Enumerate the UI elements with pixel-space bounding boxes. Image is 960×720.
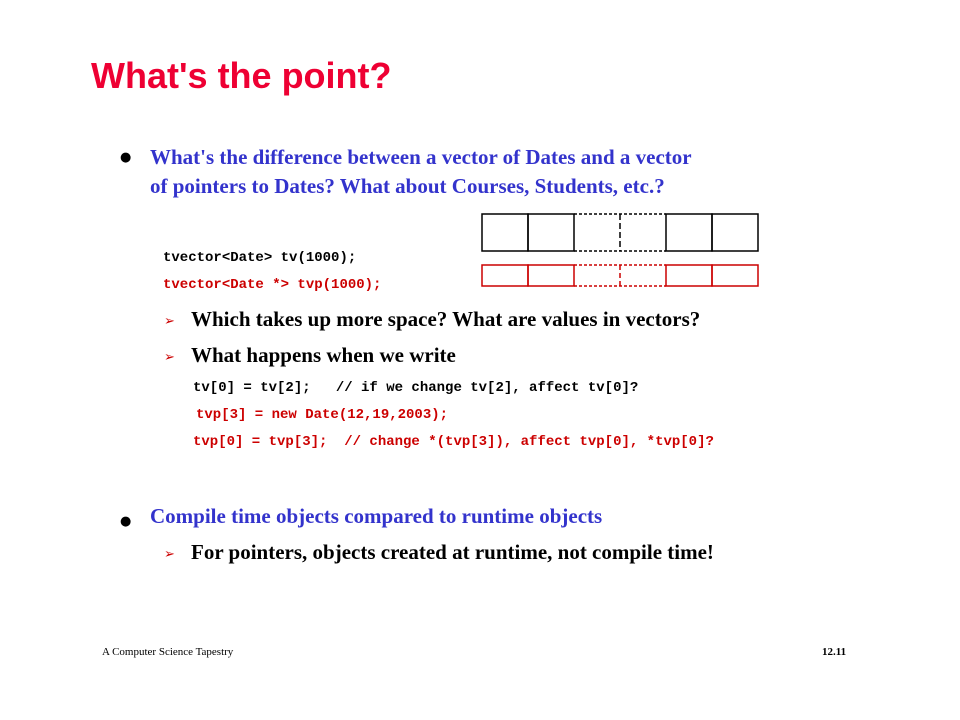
pointer-cell-solid (482, 265, 528, 286)
code-token: <Date *> (221, 277, 290, 293)
arrow-bullet-icon: ➢ (164, 350, 175, 365)
date-cell-solid (712, 214, 758, 251)
bullet-icon: ● (120, 150, 132, 165)
bullet-icon: ● (120, 514, 132, 529)
pointer-vector (482, 265, 758, 286)
slide-number: 12.11 (822, 646, 847, 658)
date-cell-solid (666, 214, 712, 251)
bullet-1-text (150, 143, 910, 201)
code-token: <Date> (221, 250, 273, 266)
code-decl-tvp (163, 277, 381, 293)
code-token: tvector (163, 250, 222, 266)
bullet-1-line-2: of pointers to Dates? What about Courses, Students, etc.? (150, 174, 665, 198)
bullet-2-text: Compile time objects compared to runtime objects (150, 504, 603, 528)
arrow-bullet-icon: ➢ (164, 314, 175, 329)
code-decl-tv (163, 250, 356, 266)
slide-title: What's the point? (91, 55, 392, 96)
code-op-new-date: tvp[3] = new Date(12,19,2003); (196, 407, 449, 423)
sub-bullet-runtime: For pointers, objects created at runtime, not compile time! (191, 540, 714, 564)
bullet-1-line-1: What's the difference between a vector of Dates and a vector (150, 145, 692, 169)
pointer-cell-solid (528, 265, 574, 286)
date-vector (482, 214, 758, 251)
arrow-bullet-icon: ➢ (164, 547, 175, 562)
sub-bullet-write: What happens when we write (191, 343, 456, 367)
date-cell-solid (528, 214, 574, 251)
code-token: tvector (163, 277, 222, 293)
code-token: tv(1000); (272, 250, 357, 266)
vector-diagram (478, 210, 762, 290)
pointer-cell-solid (666, 265, 712, 286)
code-token: tvp(1000); (289, 277, 382, 293)
pointer-cell-solid (712, 265, 758, 286)
date-cell-solid (482, 214, 528, 251)
code-op-tvp: tvp[0] = tvp[3]; // change *(tvp[3]), affect tvp[0], *tvp[0]? (193, 434, 714, 450)
code-op-tv: tv[0] = tv[2]; // if we change tv[2], affect tv[0]? (193, 380, 639, 396)
sub-bullet-space: Which takes up more space? What are values in vectors? (191, 307, 701, 331)
footer-left: A Computer Science Tapestry (102, 646, 234, 658)
